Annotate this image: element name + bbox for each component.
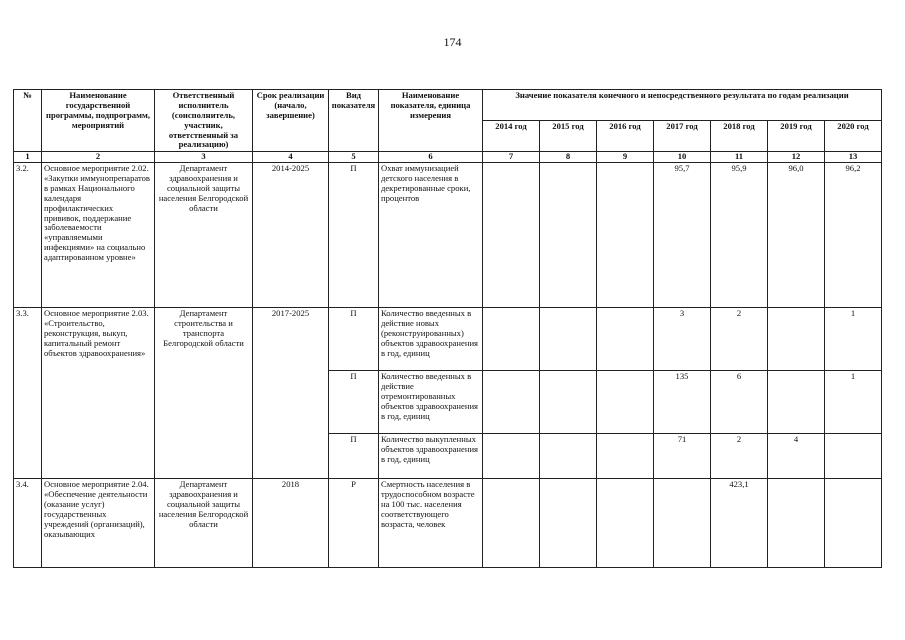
measure-name: Основное мероприятие 2.02. «Закупки иммунопрепаратов в рамках Национального календаря профилактических прививок, поддержание заболеваемости «управляемыми инфекциями» на социально адаптированном уровне» — [42, 163, 155, 308]
term: 2017-2025 — [253, 308, 329, 479]
value-cell: 96,2 — [825, 163, 882, 308]
column-number: 11 — [711, 152, 768, 163]
value-cell: 71 — [654, 434, 711, 479]
indicator-name: Количество введенных в действие новых (реконструированных) объектов здравоохранения в год, единиц — [379, 308, 483, 371]
value-cell — [825, 479, 882, 568]
header-indicator-type: Вид показателя — [329, 90, 379, 152]
value-cell — [597, 308, 654, 371]
indicator-name: Охват иммунизацией детского населения в декретированные сроки, процентов — [379, 163, 483, 308]
value-cell — [768, 371, 825, 434]
header-name: Наименование государственной программы, подпрограмм, мероприятий — [42, 90, 155, 152]
indicator-type: П — [329, 308, 379, 371]
row-number: 3.3. — [14, 308, 42, 479]
results-table — [13, 89, 882, 568]
header-year: 2016 год — [597, 121, 654, 152]
value-cell — [540, 479, 597, 568]
value-cell — [483, 479, 540, 568]
value-cell — [825, 434, 882, 479]
column-number: 13 — [825, 152, 882, 163]
value-cell: 2 — [711, 308, 768, 371]
column-number: 10 — [654, 152, 711, 163]
value-cell — [768, 308, 825, 371]
value-cell — [654, 479, 711, 568]
value-cell: 96,0 — [768, 163, 825, 308]
header-year: 2020 год — [825, 121, 882, 152]
header-term: Срок реализации (начало, завершение) — [253, 90, 329, 152]
value-cell — [483, 308, 540, 371]
value-cell: 95,7 — [654, 163, 711, 308]
page-number: 174 — [443, 35, 462, 49]
value-cell: 2 — [711, 434, 768, 479]
indicator-name: Количество введенных в действие отремонтированных объектов здравоохранения в год, единиц — [379, 371, 483, 434]
value-cell — [540, 434, 597, 479]
header-year: 2019 год — [768, 121, 825, 152]
header-indicator-name: Наименование показателя, единица измерения — [379, 90, 483, 152]
header-row-1 — [14, 90, 882, 121]
page-bottom-margin — [0, 595, 905, 640]
value-cell — [597, 163, 654, 308]
term: 2018 — [253, 479, 329, 568]
header-values-group: Значение показателя конечного и непосредственного результата по годам реализации — [483, 90, 882, 121]
value-cell: 423,1 — [711, 479, 768, 568]
header-year: 2015 год — [540, 121, 597, 152]
value-cell: 6 — [711, 371, 768, 434]
indicator-name: Количество выкупленных объектов здравоохранения в год, единиц — [379, 434, 483, 479]
indicator-type: П — [329, 371, 379, 434]
header-no: № — [14, 90, 42, 152]
value-cell: 95,9 — [711, 163, 768, 308]
value-cell: 1 — [825, 308, 882, 371]
column-number: 8 — [540, 152, 597, 163]
indicator-name: Смертность населения в трудоспособном возрасте на 100 тыс. населения соответствующего возраста, человек — [379, 479, 483, 568]
indicator-type: Р — [329, 479, 379, 568]
table-row — [14, 163, 882, 308]
value-cell — [483, 371, 540, 434]
value-cell — [483, 434, 540, 479]
value-cell — [483, 163, 540, 308]
row-number: 3.2. — [14, 163, 42, 308]
executor: Департамент строительства и транспорта Белгородской области — [155, 308, 253, 479]
executor: Департамент здравоохранения и социальной защиты населения Белгородской области — [155, 163, 253, 308]
column-number: 5 — [329, 152, 379, 163]
column-number: 12 — [768, 152, 825, 163]
value-cell — [768, 479, 825, 568]
value-cell: 135 — [654, 371, 711, 434]
table-row — [14, 479, 882, 568]
table-row — [14, 308, 882, 371]
measure-name: Основное мероприятие 2.04. «Обеспечение деятельности (оказание услуг) государственных учреждений (организаций), оказывающих — [42, 479, 155, 568]
value-cell — [540, 163, 597, 308]
header-year: 2018 год — [711, 121, 768, 152]
executor: Департамент здравоохранения и социальной защиты населения Белгородской области — [155, 479, 253, 568]
term: 2014-2025 — [253, 163, 329, 308]
value-cell — [597, 434, 654, 479]
value-cell — [597, 479, 654, 568]
value-cell: 1 — [825, 371, 882, 434]
column-number: 3 — [155, 152, 253, 163]
header-year: 2017 год — [654, 121, 711, 152]
column-numbers-row — [14, 152, 882, 163]
column-number: 6 — [379, 152, 483, 163]
value-cell — [597, 371, 654, 434]
column-number: 1 — [14, 152, 42, 163]
value-cell: 4 — [768, 434, 825, 479]
header-executor: Ответственный исполнитель (соисполнитель, участник, ответственный за реализацию) — [155, 90, 253, 152]
column-number: 4 — [253, 152, 329, 163]
indicator-type: П — [329, 163, 379, 308]
indicator-type: П — [329, 434, 379, 479]
row-number: 3.4. — [14, 479, 42, 568]
value-cell — [540, 308, 597, 371]
column-number: 9 — [597, 152, 654, 163]
value-cell — [540, 371, 597, 434]
measure-name: Основное мероприятие 2.03. «Строительство, реконструкция, выкуп, капитальный ремонт объектов здравоохранения» — [42, 308, 155, 479]
column-number: 2 — [42, 152, 155, 163]
header-year: 2014 год — [483, 121, 540, 152]
column-number: 7 — [483, 152, 540, 163]
value-cell: 3 — [654, 308, 711, 371]
